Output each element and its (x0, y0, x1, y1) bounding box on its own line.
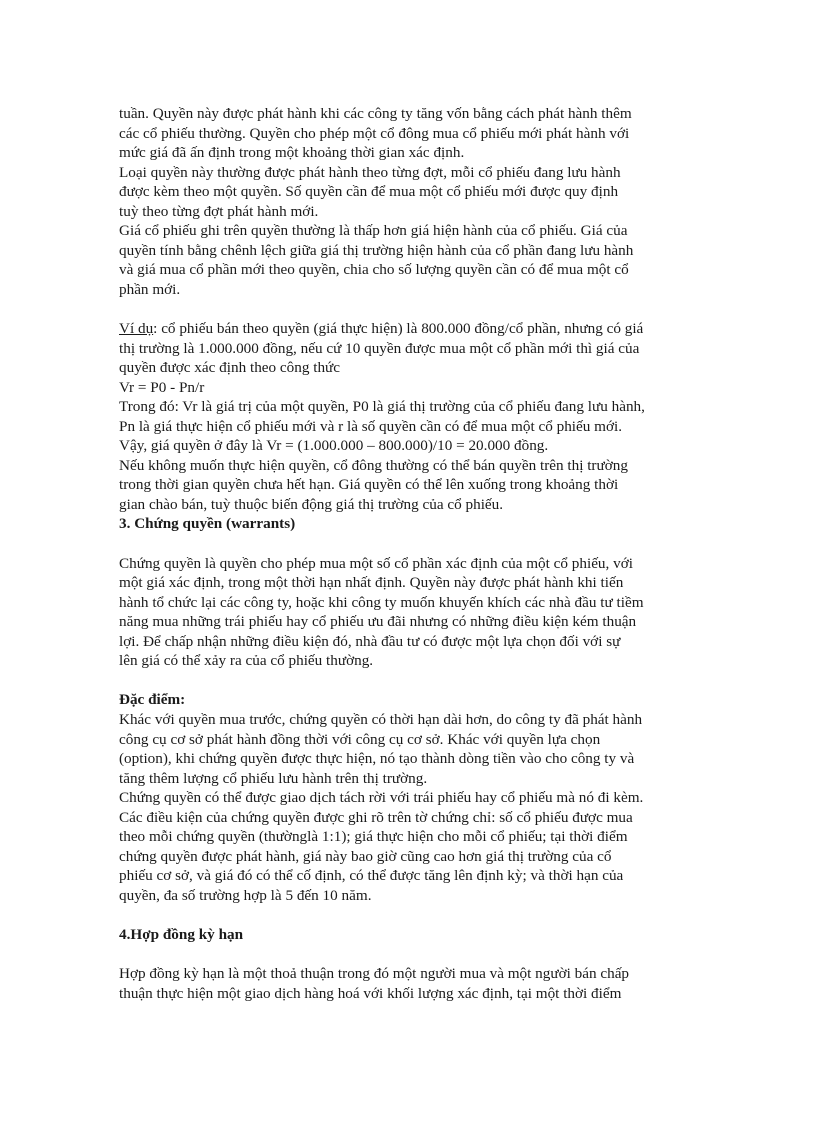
features-heading: Đặc điểm: (119, 691, 186, 709)
example-label: Ví dụ (119, 320, 154, 338)
text-line: Vậy, giá quyền ở đây là Vr = (1.000.000 – 800.000)/10 = 20.000 đồng. (119, 437, 549, 455)
text-line: chứng quyền được phát hành, giá này bao giờ cũng cao hơn giá thị trường của cổ (119, 847, 612, 865)
text-line: một giá xác định, trong một thời hạn nhất định. Quyền này được phát hành khi tiến (119, 574, 624, 592)
text-line: thị trường là 1.000.000 đồng, nếu cứ 10 quyền được mua một cổ phần mới thì giá của (119, 339, 640, 357)
text-line: tuần. Quyền này được phát hành khi các công ty tăng vốn bằng cách phát hành thêm (119, 105, 632, 122)
text-line: theo mỗi chứng quyền (thườnglà 1:1); giá thực hiện cho mỗi cổ phiếu; tại thời điểm (119, 828, 628, 846)
blank-line (119, 945, 709, 965)
text-line: Các điều kiện của chứng quyền được ghi rõ trên tờ chứng chỉ: số cổ phiếu được mua (119, 808, 633, 826)
text-line: Khác với quyền mua trước, chứng quyền có thời hạn dài hơn, do công ty đã phát hành (119, 710, 643, 728)
text-line: công cụ cơ sở phát hành đồng thời với công cụ cơ sở. Khác với quyền lựa chọn (119, 730, 601, 748)
text-line: quyền tính bằng chênh lệch giữa giá thị trường hiện hành của cổ phần đang lưu hành (119, 241, 634, 259)
blank-line (119, 534, 709, 554)
text-line: gian chào bán, tuỳ thuộc biến động giá thị trường của cổ phiếu. (119, 495, 504, 513)
example-paragraph (119, 319, 709, 514)
text-line: Trong đó: Vr là giá trị của một quyền, P0 là giá thị trường của cổ phiếu đang lưu hành, (119, 398, 645, 416)
text-line: các cổ phiếu thường. Quyền cho phép một cổ đông mua cổ phiếu mới phát hành với (119, 124, 630, 142)
text-line: tăng thêm lượng cổ phiếu lưu hành trên thị trường. (119, 769, 428, 787)
rights-paragraph (119, 104, 709, 299)
text-line: phần mới. (119, 280, 181, 298)
text-line: Nếu không muốn thực hiện quyền, cổ đông thường có thể bán quyền trên thị trường (119, 456, 628, 474)
text-line: Loại quyền này thường được phát hành theo từng đợt, mỗi cổ phiếu đang lưu hành (119, 163, 621, 181)
blank-line (119, 299, 709, 319)
text-line: lợi. Để chấp nhận những điều kiện đó, nhà đầu tư có được một lựa chọn đối với sự (119, 632, 621, 650)
text-line: phiếu cơ sở, và giá đó có thể cố định, có thể được tăng lên định kỳ; và thời hạn của (119, 867, 624, 885)
text-line: Hợp đồng kỳ hạn là một thoả thuận trong đó một người mua và một người bán chấp (119, 965, 630, 983)
example-first-line (119, 319, 709, 339)
text-line: Pn là giá thực hiện cổ phiếu mới và r là số quyền cần có để mua một cổ phiếu mới. (119, 417, 622, 435)
text-line: Giá cổ phiếu ghi trên quyền thường là thấp hơn giá hiện hành của cổ phiếu. Giá của (119, 222, 628, 240)
document-page (119, 104, 709, 1003)
text-line: tuỳ theo từng đợt phát hành mới. (119, 202, 319, 220)
text-line: năng mua những trái phiếu hay cổ phiếu ưu đãi nhưng có những điều kiện kém thuận (119, 613, 637, 631)
text-line: lên giá có thể xảy ra của cổ phiếu thường. (119, 652, 374, 670)
text-line: mức giá đã ấn định trong một khoảng thời gian xác định. (119, 144, 465, 162)
text-line: (option), khi chứng quyền được thực hiện, nó tạo thành dòng tiền vào cho công ty và (119, 750, 635, 768)
blank-line (119, 905, 709, 925)
forward-contract-paragraph (119, 964, 709, 1003)
warrants-paragraph (119, 554, 709, 671)
text-line: thuận thực hiện một giao dịch hàng hoá với khối lượng xác định, tại một thời điểm (119, 984, 622, 1002)
text-line: quyền, đa số trường hợp là 5 đến 10 năm. (119, 886, 372, 904)
section-3-heading: 3. Chứng quyền (warrants) (119, 515, 296, 533)
formula-line: Vr = P0 - Pn/r (119, 378, 205, 396)
text-line: Chứng quyền là quyền cho phép mua một số cổ phần xác định của một cổ phiếu, với (119, 554, 633, 572)
text-line: Chứng quyền có thể được giao dịch tách rời với trái phiếu hay cổ phiếu mà nó đi kèm. (119, 789, 644, 807)
text-line: trong thời gian quyền chưa hết hạn. Giá quyền có thể lên xuống trong khoảng thời (119, 476, 619, 494)
blank-line (119, 671, 709, 691)
text-line: quyền được xác định theo công thức (119, 359, 341, 377)
features-paragraph (119, 710, 709, 905)
section-4-heading: 4.Hợp đồng kỳ hạn (119, 925, 244, 943)
text-line: hành tổ chức lại các công ty, hoặc khi công ty muốn khuyến khích các nhà đầu tư tiềm (119, 593, 644, 611)
example-first-line-text: : cổ phiếu bán theo quyền (giá thực hiện) là 800.000 đồng/cổ phần, nhưng có giá (153, 320, 644, 338)
text-line: được kèm theo một quyền. Số quyền cần để mua một cổ phiếu mới được quy định (119, 183, 619, 201)
text-line: và giá mua cổ phần mới theo quyền, chia cho số lượng quyền cần có để mua một cổ (119, 261, 629, 279)
